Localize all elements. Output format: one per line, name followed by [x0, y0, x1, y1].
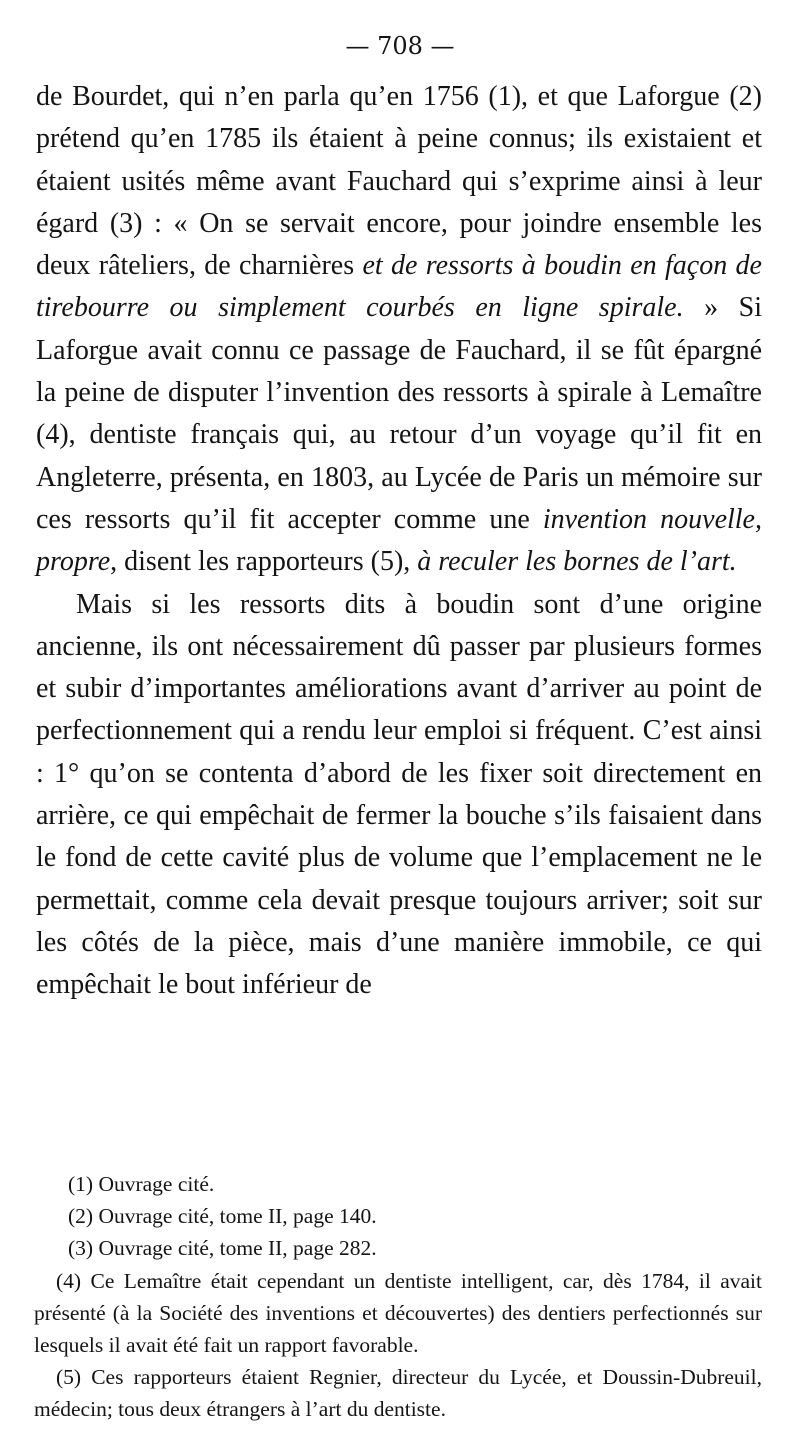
footnote-2: (2) Ouvrage cité, tome II, page 140.: [68, 1204, 377, 1229]
text-run: , disent les rapporteurs (5),: [110, 546, 418, 578]
italic-phrase: invention nouvelle, propre: [36, 503, 762, 578]
text-run: » Si Laforgue avait connu ce passage de Fauchard, il se fût épargné la peine de disputer l’invention des ressorts à spirale à Lemaître (4), dentiste français qui, au retour d’un voyage qu’il fit en Angleterre, présenta, en 1803, au Lycée de Paris un mémoire sur ces ressorts qu’il fit accepter comme une: [36, 292, 762, 535]
text-run: de Bourdet, qui n’en parla qu’en 1756 (1), et que Laforgue (2) prétend qu’en 1785 ils étaient à peine connus; ils existaient et étaient usités même avant Fauchard qui s’exprime ainsi à leur égard (3) : « On se servait encore, pour joindre ensemble les deux râteliers, de charnières: [36, 81, 762, 282]
footnote-1: (1) Ouvrage cité.: [68, 1172, 215, 1196]
italic-phrase: à reculer les bornes de l’art.: [417, 546, 737, 578]
footnote-4: (4) Ce Lemaître était cependant un dentiste intelligent, car, dès 1784, il avait présenté (à la Société des inventions et découvertes) des dentiers perfectionnés sur lesquels il avait été fait un rapport favorable.: [34, 1268, 762, 1358]
main-text: [36, 76, 762, 1007]
footnotes: [34, 1168, 762, 1426]
italic-quote: et de ressorts à boudin en façon de tirebourre ou simplement courbés en ligne spirale.: [36, 250, 762, 324]
page-number: — 708 —: [345, 32, 455, 60]
footnote-5: (5) Ces rapporteurs étaient Regnier, directeur du Lycée, et Doussin-Dubreuil, médecin; tous deux étrangers à l’art du dentiste.: [34, 1365, 762, 1422]
footnote-3: (3) Ouvrage cité, tome II, page 282.: [68, 1236, 377, 1261]
paragraph-1: [36, 76, 762, 584]
paragraph-2: Mais si les ressorts dits à boudin sont d’une origine ancienne, ils ont nécessairement dû passer par plusieurs formes et subir d’importantes améliorations avant d’arriver au point de perfectionnement qui a rendu leur emploi si fréquent. C’est ainsi : 1° qu’on se contenta d’abord de les fixer soit directement en arrière, ce qui empêchait de fermer la bouche s’ils faisaient dans le fond de cette cavité plus de volume que l’emplacement ne le permettait, comme cela devait presque toujours arriver; soit sur les côtés de la pièce, mais d’une manière immobile, ce qui empêchait le bout inférieur de: [36, 588, 762, 1001]
